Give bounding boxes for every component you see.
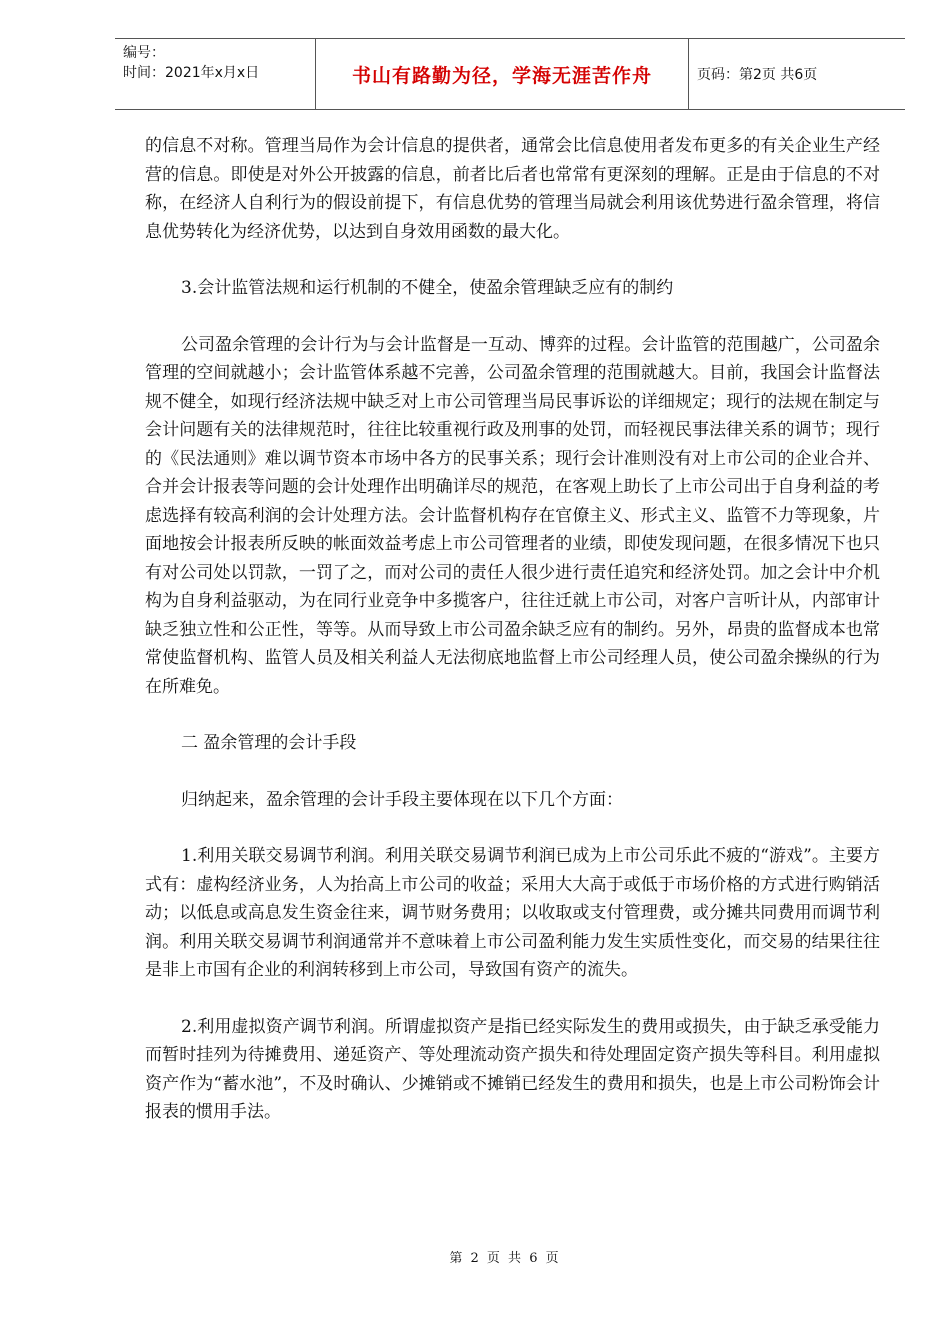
document-header [115, 38, 905, 110]
paragraph: 1.利用关联交易调节利润。利用关联交易调节利润已成为上市公司乐此不疲的“游戏”。主要方式有：虚构经济业务，人为抬高上市公司的收益；采用大大高于或低于市场价格的方式进行购销活动；以低息或高息发生资金往来，调节财务费用；以收取或支付管理费，或分摊共同费用而调节利润。利用关联交易调节利润通常并不意味着上市公司盈利能力发生实质性变化，而交易的结果往往是非上市国有企业的利润转移到上市公司，导致国有资产的流失。 [145, 846, 880, 980]
paragraph: 归纳起来，盈余管理的会计手段主要体现在以下几个方面： [181, 789, 623, 810]
paragraph: 公司盈余管理的会计行为与会计监督是一互动、博弈的过程。会计监管的范围越广，公司盈余管理的空间就越小；会计监管体系越不完善，公司盈余管理的范围就越大。目前，我国会计监督法规不健全，如现行经济法规中缺乏对上市公司管理当局民事诉讼的详细规定；现行的法规在制定与会计问题有关的法律规范时，往往比较重视行政及刑事的处罚，而轻视民事法律关系的调节；现行的《民法通则》难以调节资本市场中各方的民事关系；现行会计准则没有对上市公司的企业合并、合并会计报表等问题的会计处理作出明确详尽的规范，在客观上助长了上市公司出于自身利益的考虑选择有较高利润的会计处理方法。会计监督机构存在官僚主义、形式主义、监管不力等现象，片面地按会计报表所反映的帐面效益考虑上市公司管理者的业绩，即使发现问题，在很多情况下也只有对公司处以罚款，一罚了之，而对公司的责任人很少进行责任追究和经济处罚。加之会计中介机构为自身利益驱动，为在同行业竞争中多揽客户，往往迁就上市公司，对客户言听计从，内部审计缺乏独立性和公正性，等等。从而导致上市公司盈余缺乏应有的制约。另外，昂贵的监督成本也常常使监督机构、监管人员及相关利益人无法彻底地监督上市公司经理人员，使公司盈余操纵的行为在所难免。 [145, 334, 880, 697]
header-meta [115, 39, 316, 109]
header-motto: 书山有路勤为径，学海无涯苦作舟 [316, 39, 689, 109]
header-page-info: 页码：第2页 共6页 [697, 67, 818, 83]
page-footer: 第 2 页 共 6 页 [449, 1251, 561, 1266]
document-body [145, 132, 880, 1155]
section-heading: 二 盈余管理的会计手段 [181, 733, 357, 753]
code-label: 编号： [123, 45, 165, 61]
paragraph: 的信息不对称。管理当局作为会计信息的提供者，通常会比信息使用者发布更多的有关企业生产经营的信息。即使是对外公开披露的信息，前者比后者也常常有更深刻的理解。正是由于信息的不对称，在经济人自利行为的假设前提下，有信息优势的管理当局就会利用该优势进行盈余管理，将信息优势转化为经济优势，以达到自身效用函数的最大化。 [145, 136, 880, 242]
section-subheading: 3.会计监管法规和运行机制的不健全，使盈余管理缺乏应有的制约 [181, 278, 674, 298]
time-label: 时间：2021年x月x日 [123, 65, 260, 81]
paragraph: 2.利用虚拟资产调节利润。所谓虚拟资产是指已经实际发生的费用或损失，由于缺乏承受能力而暂时挂列为待摊费用、递延资产、等处理流动资产损失和待处理固定资产损失等科目。利用虚拟资产作为“蓄水池”，不及时确认、少摊销或不摊销已经发生的费用和损失，也是上市公司粉饰会计报表的惯用手法。 [145, 1016, 880, 1122]
